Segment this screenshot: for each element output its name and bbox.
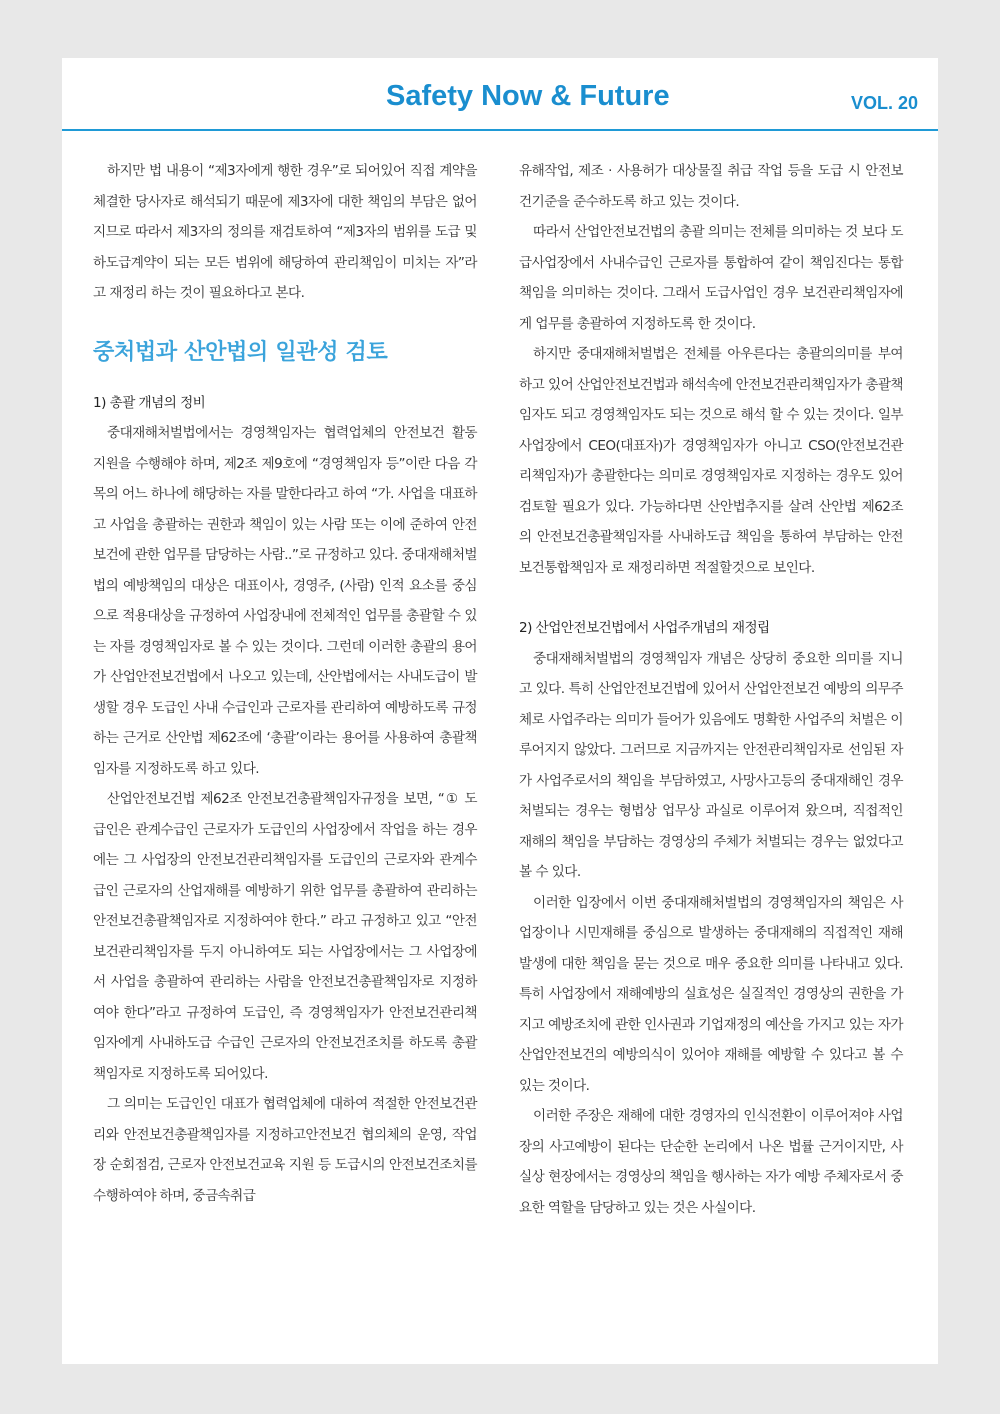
right-column [519,156,903,1223]
paragraph: 하지만 중대재해처벌법은 전체를 아우른다는 총괄의의미를 부여하고 있어 산업안전보건법과 해석속에 안전보건관리책임자가 총괄책임자도 되고 경영책임자도 되는 것으로 해석 할 수 있는 것이다. 일부 사업장에서 CEO(대표자)가 경영책임자가 아니고 CSO(안전보건관리책임자)가 총괄한다는 의미로 경영책임자로 지정하는 경우도 있어 검토할 필요가 있다. 가능하다면 산안법추지를 살려 산안법 제62조의 안전보건총괄책임자를 사내하도급 책임을 통하여 부담하는 안전보건통합책임자 로 재정리하면 적절할것으로 보인다. [519,346,903,576]
subheading-2: 2) 산업안전보건법에서 사업주개념의 재정립 [519,620,770,636]
volume-label: VOL. 20 [850,93,918,113]
left-column [93,156,477,1211]
paragraph: 산업안전보건법 제62조 안전보건총괄책임자규정을 보면, “① 도급인은 관계수급인 근로자가 도급인의 사업장에서 작업을 하는 경우에는 그 사업장의 안전보건관리책임자를 도급인의 근로자와 관계수급인 근로자의 산업재해를 예방하기 위한 업무를 총괄하여 관리하는 안전보건총괄책임자로 지정하여야 한다.” 라고 규정하고 있고 “안전보건관리책임자를 두지 아니하여도 되는 사업장에서는 그 사업장에서 사업을 총괄하여 관리하는 사람을 안전보건총괄책임자로 지정하여야 한다”라고 규정하여 도급인, 즉 경영책임자가 안전보건관리책임자에게 사내하도급 수급인 근로자의 안전보건조치를 하도록 총괄책임자로 지정하도록 되어있다. [93,791,477,1082]
page-header [62,58,938,131]
paragraph: 따라서 산업안전보건법의 총괄 의미는 전체를 의미하는 것 보다 도급사업장에서 사내수급인 근로자를 통합하여 같이 책임진다는 통합책임을 의미하는 것이다. 그래서 도급사업인 경우 보건관리책임자에게 업무를 총괄하여 지정하도록 한 것이다. [519,224,903,332]
spacer [519,583,903,613]
subheading-1: 1) 총괄 개념의 정비 [93,394,206,411]
paragraph: 중대재해처벌법에서는 경영책임자는 협력업체의 안전보건 활동 지원을 수행해야 하며, 제2조 제9호에 “경영책임자 등”이란 다음 각 목의 어느 하나에 해당하는 자를 말한다라고 하여 “가. 사업을 대표하고 사업을 총괄하는 권한과 책임이 있는 사람 또는 이에 준하여 안전보건에 관한 업무를 담당하는 사람..”로 규정하고 있다. 중대재해처벌법의 예방책임의 대상은 대표이사, 경영주, (사람) 인적 요소를 중심으로 적용대상을 규정하여 사업장내에 전체적인 업무를 총괄할 수 있는 자를 경영책임자로 볼 수 있는 것이다. 그런데 이러한 총괄의 용어가 산업안전보건법에서 나오고 있는데, 산안법에서는 사내도급이 발생할 경우 도급인 사내 수급인과 근로자를 관리하여 예방하도록 규정하는 근거로 산안법 제62조에 ‘총괄’이라는 용어를 사용하여 총괄책임자를 지정하도록 하고 있다. [93,425,477,777]
paragraph-continued: 유해작업, 제조 · 사용허가 대상물질 취급 작업 등을 도급 시 안전보건기준을 준수하도록 하고 있는 것이다. [519,163,903,210]
page [62,58,938,1364]
paragraph: 이러한 주장은 재해에 대한 경영자의 인식전환이 이루어져야 사업장의 사고예방이 된다는 단순한 논리에서 나온 법률 근거이지만, 사실상 현장에서는 경영상의 책임을 행사하는 자가 예방 주체자로서 중요한 역할을 담당하고 있는 것은 사실이다. [519,1108,903,1216]
magazine-title: Safety Now & Future [386,80,670,112]
paragraph: 이러한 입장에서 이번 중대재해처벌법의 경영책임자의 책임은 사업장이나 시민재해를 중심으로 발생하는 중대재해의 직접적인 재해발생에 대한 책임을 묻는 것으로 매우 중요한 의미를 나타내고 있다. 특히 사업장에서 재해예방의 실효성은 실질적인 경영상의 권한을 가지고 예방조치에 관한 인사권과 기업재정의 예산을 가지고 있는 자가 산업안전보건의 예방의식이 있어야 재해를 예방할 수 있다고 볼 수 있는 것이다. [519,894,903,1094]
intro-paragraph: 하지만 법 내용이 “제3자에게 행한 경우”로 되어있어 직접 계약을 체결한 당사자로 해석되기 때문에 제3자에 대한 책임의 부담은 없어지므로 따라서 제3자의 정의를 재검토하여 “제3자의 범위를 도급 및 하도급계약이 되는 모든 범위에 해당하여 관리책임이 미치는 자”라고 재정리 하는 것이 필요하다고 본다. [93,163,477,301]
paragraph: 중대재해처벌법의 경영책임자 개념은 상당히 중요한 의미를 지니고 있다. 특히 산업안전보건법에 있어서 산업안전보건 예방의 의무주체로 사업주라는 의미가 들어가 있음에도 명확한 사업주의 처벌은 이루어지지 않았다. 그러므로 지금까지는 안전관리책임자로 선임된 자가 사업주로서의 책임을 부담하였고, 사망사고등의 중대재해인 경우 처벌되는 경우는 형법상 업무상 과실로 이루어져 왔으며, 직접적인 재해의 책임을 부담하는 경영상의 주체가 처벌되는 경우는 없었다고 볼 수 있다. [519,650,903,880]
paragraph: 그 의미는 도급인인 대표가 협력업체에 대하여 적절한 안전보건관리와 안전보건총괄책임자를 지정하고안전보건 협의체의 운영, 작업장 순회점검, 근로자 안전보건교육 지원 등 도급시의 안전보건조치를 수행하여야 하며, 중금속취급 [93,1096,477,1204]
section-heading: 중처법과 산안법의 일관성 검토 [93,339,388,365]
header-divider [62,129,938,131]
